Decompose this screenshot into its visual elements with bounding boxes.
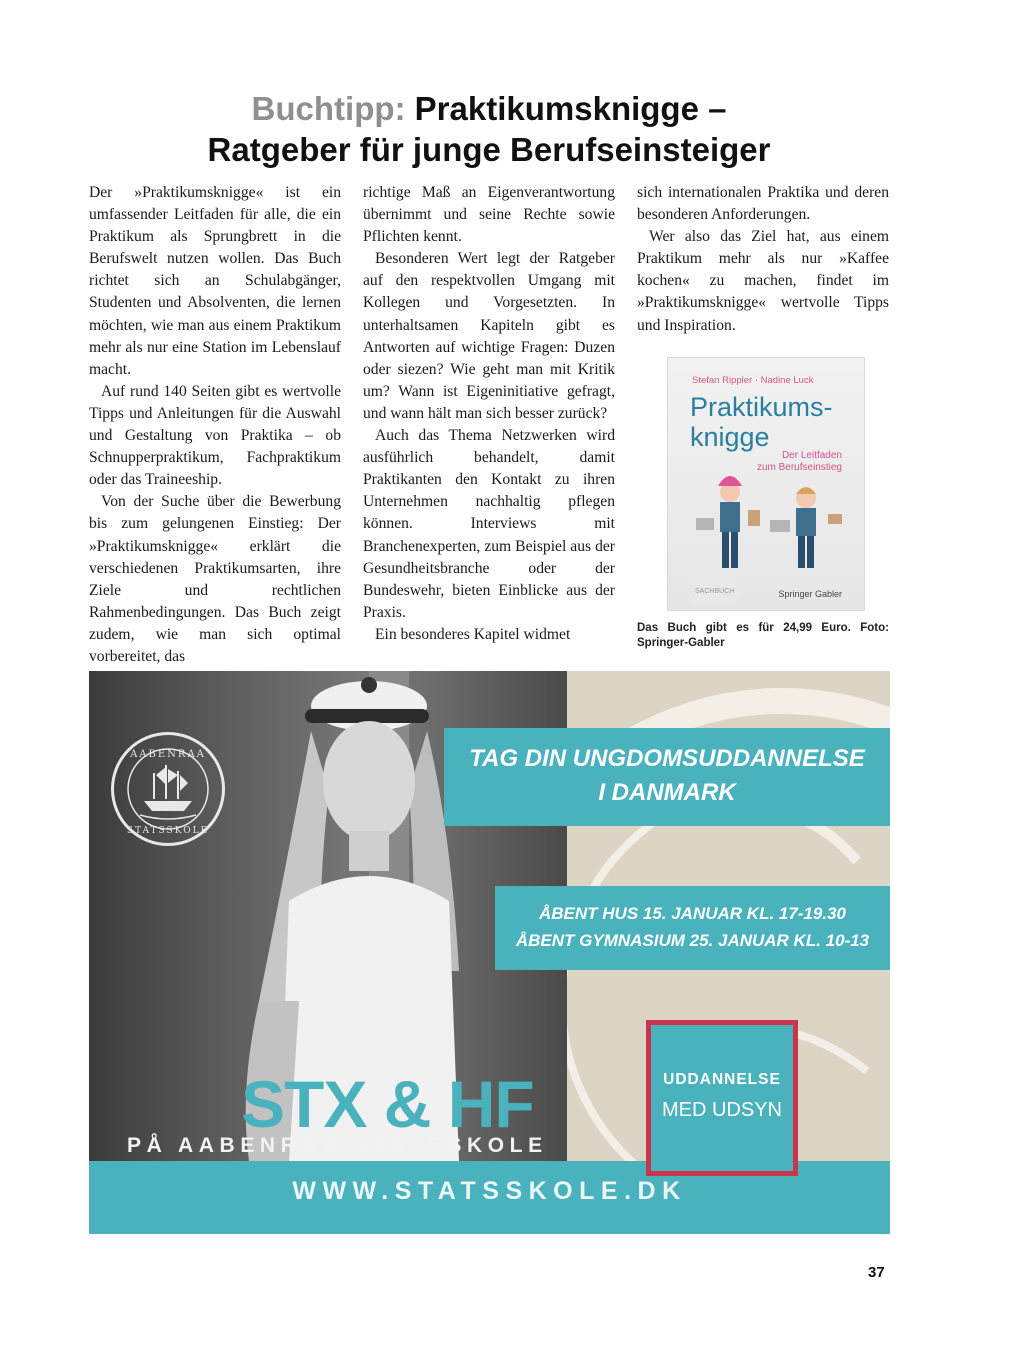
school-seal-logo bbox=[111, 732, 225, 846]
banner2-line2: ÅBENT GYMNASIUM 25. JANUAR KL. 10-13 bbox=[515, 931, 870, 950]
banner1-line1: TAG DIN UNGDOMSUDDANNELSE bbox=[469, 745, 865, 772]
paragraph: richtige Maß an Eigenverantwortung übernimmt und seine Rechte sowie Pflichten kennt. bbox=[363, 184, 615, 246]
seal-text-bottom: STATSSKOLE bbox=[126, 826, 210, 836]
open-house-banner bbox=[495, 886, 890, 970]
book-cover-image bbox=[667, 357, 865, 611]
paragraph: Besonderen Wert legt der Ratgeber auf den respektvollen Umgang mit Kollegen und Vorgesetzten. In unterhaltsamen Kapiteln gibt es Antworten auf wichtige Fragen: Duzen oder siezen? Wie geht man mit Kritik um? Wann ist Eigeninitiative gefragt, und wann hält man sich besser zurück? bbox=[363, 250, 615, 422]
book-subtitle-b: zum Berufseinstieg bbox=[756, 461, 842, 473]
book-illustration bbox=[668, 461, 864, 594]
headline-line1: Praktikumsknigge – bbox=[414, 90, 727, 127]
book-subtitle-a: Der Leitfaden bbox=[781, 449, 842, 461]
program-headline: STX & HF bbox=[241, 1067, 534, 1141]
paragraph: sich internationalen Praktika und deren besonderen Anforderungen. bbox=[637, 184, 889, 224]
headline-line2: Ratgeber für junge Berufseinsteiger bbox=[207, 131, 771, 168]
column-3 bbox=[637, 182, 889, 668]
school-advertisement bbox=[89, 671, 890, 1234]
book-title-a: Praktikums- bbox=[690, 391, 833, 422]
book-title-b: knigge bbox=[690, 421, 770, 452]
tagline-line1: UDDANNELSE bbox=[663, 1071, 781, 1088]
paragraph: Der »Praktikumsknigge« ist ein umfassender Leitfaden für alle, die ein Praktikum als Sprungbrett in die Berufswelt nutzen wollen. Das Buch richtet sich an Schulabgänger, Studenten und Absolventen, die lernen möchten, wie man aus einem Praktikum mehr als nur eine Station im Lebenslauf macht. bbox=[89, 184, 341, 378]
banner1-line2: I DANMARK bbox=[598, 779, 736, 806]
website-link[interactable]: WWW.STATSSKOLE.DK bbox=[292, 1177, 687, 1205]
school-name: PÅ AABENRAA STATSSKOLE bbox=[127, 1134, 548, 1157]
article-headline bbox=[88, 88, 890, 170]
tagline-box bbox=[646, 1020, 798, 1176]
book-authors: Stefan Rippler · Nadine Luck bbox=[692, 374, 814, 386]
page-number: 37 bbox=[868, 1264, 885, 1281]
paragraph: Von der Suche über die Bewerbung bis zum gelungenen Einstieg: Der »Praktikumsknigge« erklärt die verschiedenen Praktikumsarten, ihre Ziele und rechtlichen Rahmenbedingungen. Das Buch zeigt zudem, wie man sich optimal vorbereitet, das bbox=[89, 493, 341, 665]
ship-emblem bbox=[114, 735, 222, 843]
book-series-label: SACHBUCH bbox=[692, 580, 737, 604]
paragraph: Ein besonderes Kapitel widmet bbox=[375, 625, 571, 643]
paragraph: Wer also das Ziel hat, aus einem Praktikum mehr als nur »Kaffee kochen« zu machen, findet im »Praktikumsknigge« wertvolle Tipps und Inspiration. bbox=[637, 228, 889, 334]
book-publisher: Springer Gabler bbox=[778, 588, 842, 599]
image-caption: Das Buch gibt es für 24,99 Euro. Foto: Springer-Gabler bbox=[637, 621, 889, 650]
seal-text-top: AABENRAA bbox=[130, 749, 206, 760]
headline-kicker: Buchtipp: bbox=[251, 90, 406, 127]
paragraph: Auf rund 140 Seiten gibt es wertvolle Tipps und Anleitungen für die Auswahl und Gestaltung von Praktika – ob Schnupperpraktikum, Fachpraktikum oder das Traineeship. bbox=[89, 382, 341, 489]
paragraph: Auch das Thema Netzwerken wird ausführlich behandelt, damit Praktikanten den Kontakt zu ihren Unternehmen nachhaltig pflegen können. Interviews mit Branchenexperten, zum Beispiel aus der Gesundheitsbranche oder der Bundeswehr, bieten Einblicke aus der Praxis. bbox=[363, 427, 615, 621]
column-1 bbox=[89, 182, 341, 668]
headline-banner bbox=[444, 728, 890, 826]
column-2 bbox=[363, 182, 615, 668]
tagline-line2: MED UDSYN bbox=[661, 1099, 782, 1121]
article-columns bbox=[89, 182, 891, 668]
banner2-line1: ÅBENT HUS 15. JANUAR KL. 17-19.30 bbox=[538, 904, 847, 923]
